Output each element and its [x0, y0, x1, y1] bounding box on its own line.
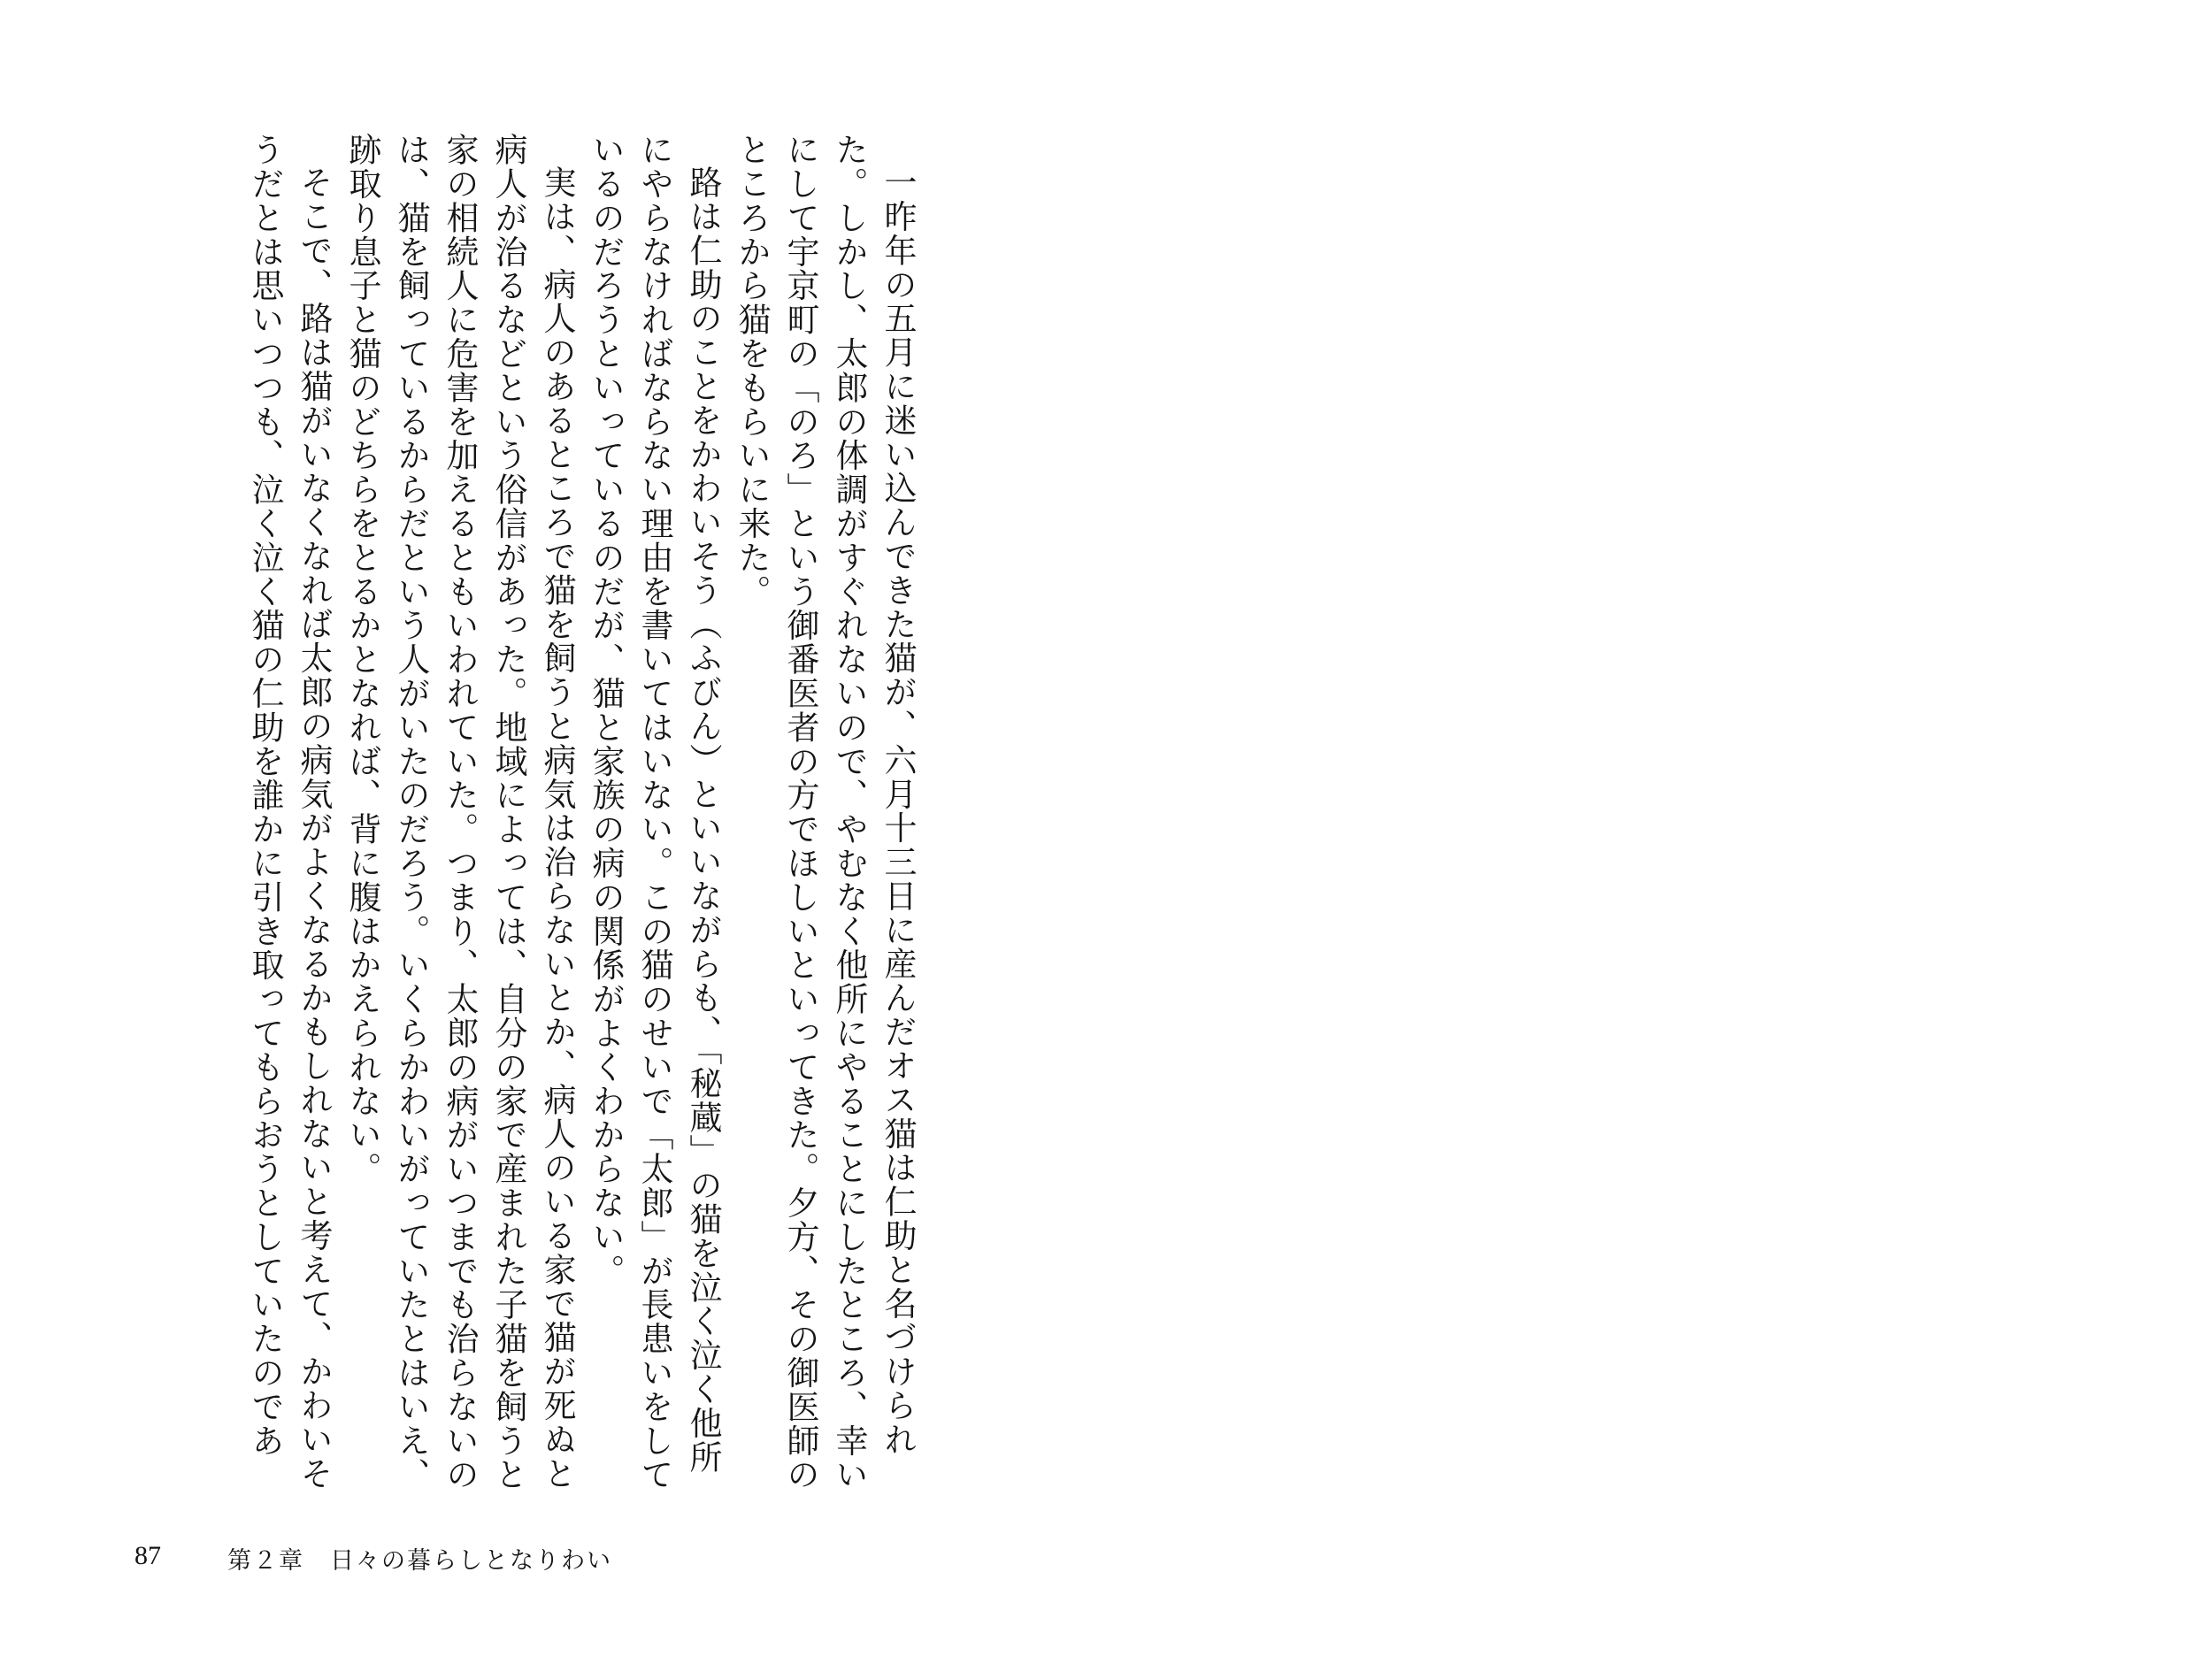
paragraph: 路は仁助のことをかわいそう（ふびん）といいながらも、「秘蔵」の猫を泣く泣く他所にやらなければならない理由を書いてはいない。この猫のせいで「太郎」が長患いをしているのだろうといっているのだが、猫と家族の病の関係がよくわからない。 — [587, 133, 722, 1491]
page-number: 87 — [134, 1541, 161, 1570]
paragraph: 一昨年の五月に迷い込んできた猫が、六月十三日に産んだオス猫は仁助と名づけられた。しかし、太郎の体調がすぐれないので、やむなく他所にやることにしたところ、幸いにして宇京町の「のろ」という御番医者の方でほしいといってきた。夕方、その御医師のところから猫をもらいに来た。 — [733, 133, 917, 1491]
left-page-body — [241, 133, 922, 1495]
right-page — [1106, 0, 2212, 1664]
running-head: 第２章 日々の暮らしとなりわい — [227, 1547, 612, 1575]
paragraph: 実は、病人のあるところで猫を飼うと病気は治らないとか、病人のいる家で猫が死ぬと病人が治るなどという俗信があった。地域によっては、自分の家で産まれた子猫を飼うと家の相続人に危害を加えるともいわれていた。つまり、太郎の病がいつまでも治らないのは、猫を飼っているからだという人がいたのだろう。いくらかわいがっていたとはいえ、跡取り息子と猫のどちらをとるかとなれば、背に腹はかえられない。 — [343, 133, 576, 1491]
paragraph: そこで、路は猫がいなくなれば太郎の病気がよくなるかもしれないと考えて、かわいそうだとは思いつつも、泣く泣く猫の仁助を誰かに引き取ってもらおうとしていたのであ — [246, 133, 333, 1491]
